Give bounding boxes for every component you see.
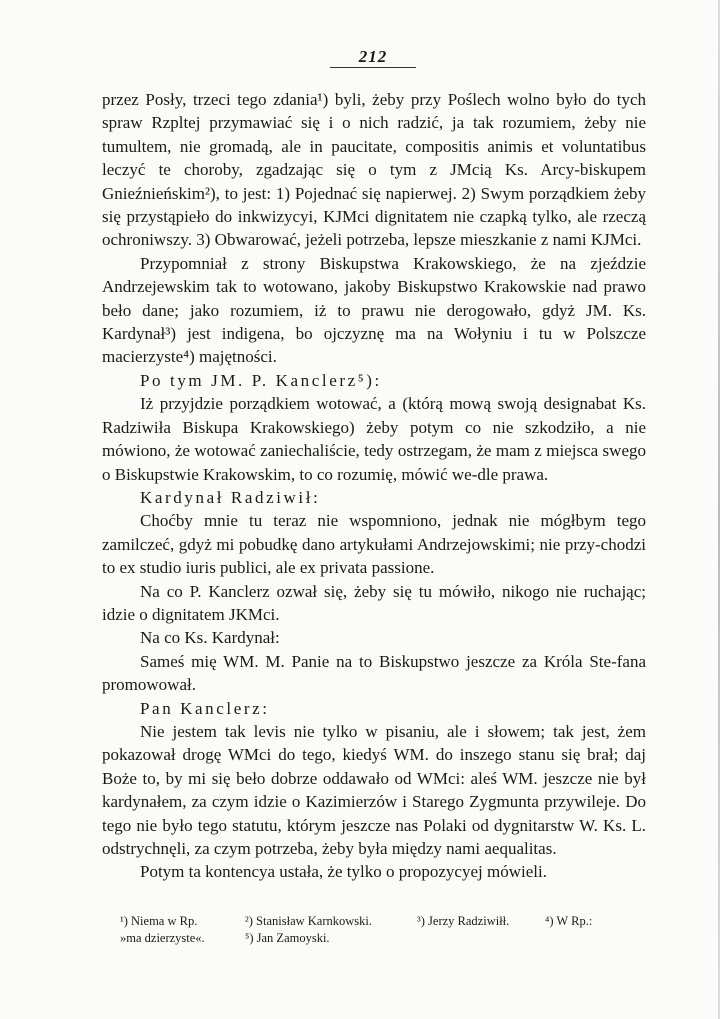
paragraph-4: Choćby mnie tu teraz nie wspomniono, jednak nie mógłbym tego zamilczeć, gdyż mi pobudkę dano artykułami Andrzejowskimi; nie przy-chodzi to ex studio iuris publici, ale ex privata passione. xyxy=(102,511,646,578)
footnote-1: ¹) Niema w Rp. xyxy=(120,914,198,928)
paragraph-6: Na co Ks. Kardynał: xyxy=(140,628,280,648)
footnotes xyxy=(120,913,660,947)
speaker-heading-kanclerz: Po tym JM. P. Kanclerz⁵): xyxy=(140,370,382,390)
footnote-5: ⁵) Jan Zamoyski. xyxy=(245,931,330,945)
paragraph-5: Na co P. Kanclerz ozwał się, żeby się tu mówiło, nikogo nie ruchając; idzie o dignitatem JKMci. xyxy=(102,581,646,624)
page-number: 212 xyxy=(358,47,388,66)
paragraph-7: Sameś mię WM. M. Panie na to Biskupstwo jeszcze za Króla Ste-fana promowował. xyxy=(102,651,646,695)
speaker-heading-kardynal: Kardynał Radziwił: xyxy=(140,487,321,507)
speaker-heading-pan-kanclerz: Pan Kanclerz: xyxy=(140,698,270,718)
paragraph-1: przez Posły, trzeci tego zdania¹) byli, żeby przy Poślech wolno było do tych spraw Rzpltej przymawiać się i o nich radzić, ja tak rozumiem, żeby nie tumultem, nie gromadą, ale in paucitate, compositis animis et voluntatibus leczyć te choroby, zgadzając się o tym z JMcią Ks. Arcy-biskupem Gnieźnieńskim²), to jest: 1) Pojednać się napierwej. 2) Swym porządkiem żeby się przystąpieło do inkwizycyi, KJMci dignitatem nie czapką tylko, ale rzeczą ochroniwszy. 3) Obwarować, jeżeli potrzeba, lepsze mieszkanie z nami KJMci. xyxy=(102,90,646,250)
footnote-4: ⁴) W Rp.: xyxy=(545,914,593,928)
footnote-2: ²) Stanisław Karnkowski. xyxy=(245,914,372,928)
paragraph-2: Przypomniał z strony Biskupstwa Krakowskiego, że na zjeździe Andrzejewskim tak to wotowano, jakoby Biskupstwo Krakowskie nad prawo beło dane; jako rozumiem, iż to prawu nie derogowało, gdyż JM. Ks. Kardynał³) jest indigena, bo ojczyznę ma na Wołyniu i tu w Polszcze macierzyste⁴) majętności. xyxy=(102,253,646,367)
footnote-1-continued: »ma dzierzyste«. xyxy=(120,931,205,945)
page-number-rule xyxy=(330,67,416,68)
footnote-3: ³) Jerzy Radziwiłł. xyxy=(417,914,510,928)
body-text xyxy=(102,88,646,884)
footnote-row-2 xyxy=(120,930,660,947)
paragraph-9: Potym ta kontencya ustała, że tylko o propozycyej mówieli. xyxy=(140,862,547,882)
footnote-row-1 xyxy=(120,913,660,930)
paragraph-3: Iż przyjdzie porządkiem wotować, a (którą mową swoją designabat Ks. Radziwiła Biskupa Krakowskiego) żeby potym co nie szkodziło, a nie mówiono, że wotować zaniechaliście, tedy ostrzegam, że mam z miejsca swego o Biskupstwie Krakowskim, to co rozumię, mówić we-dle prawa. xyxy=(102,394,646,484)
paragraph-8: Nie jestem tak levis nie tylko w pisaniu, ale i słowem; tak jest, żem pokazował drogę WMci do tego, kiedyś WM. do inszego stanu się brał; daj Boże to, by mi się beło dobrze oddawało od WMci: aleś WM. jeszcze nie był kardynałem, za czym idzie o Kazimierzów i Starego Zygmunta przywileje. Do tego nie było tego statutu, którym jeszcze nas Polaki od dygnitarstw W. Ks. L. odstrychnęli, za czym potrzeba, żeby była między nami aequalitas. xyxy=(102,721,646,858)
